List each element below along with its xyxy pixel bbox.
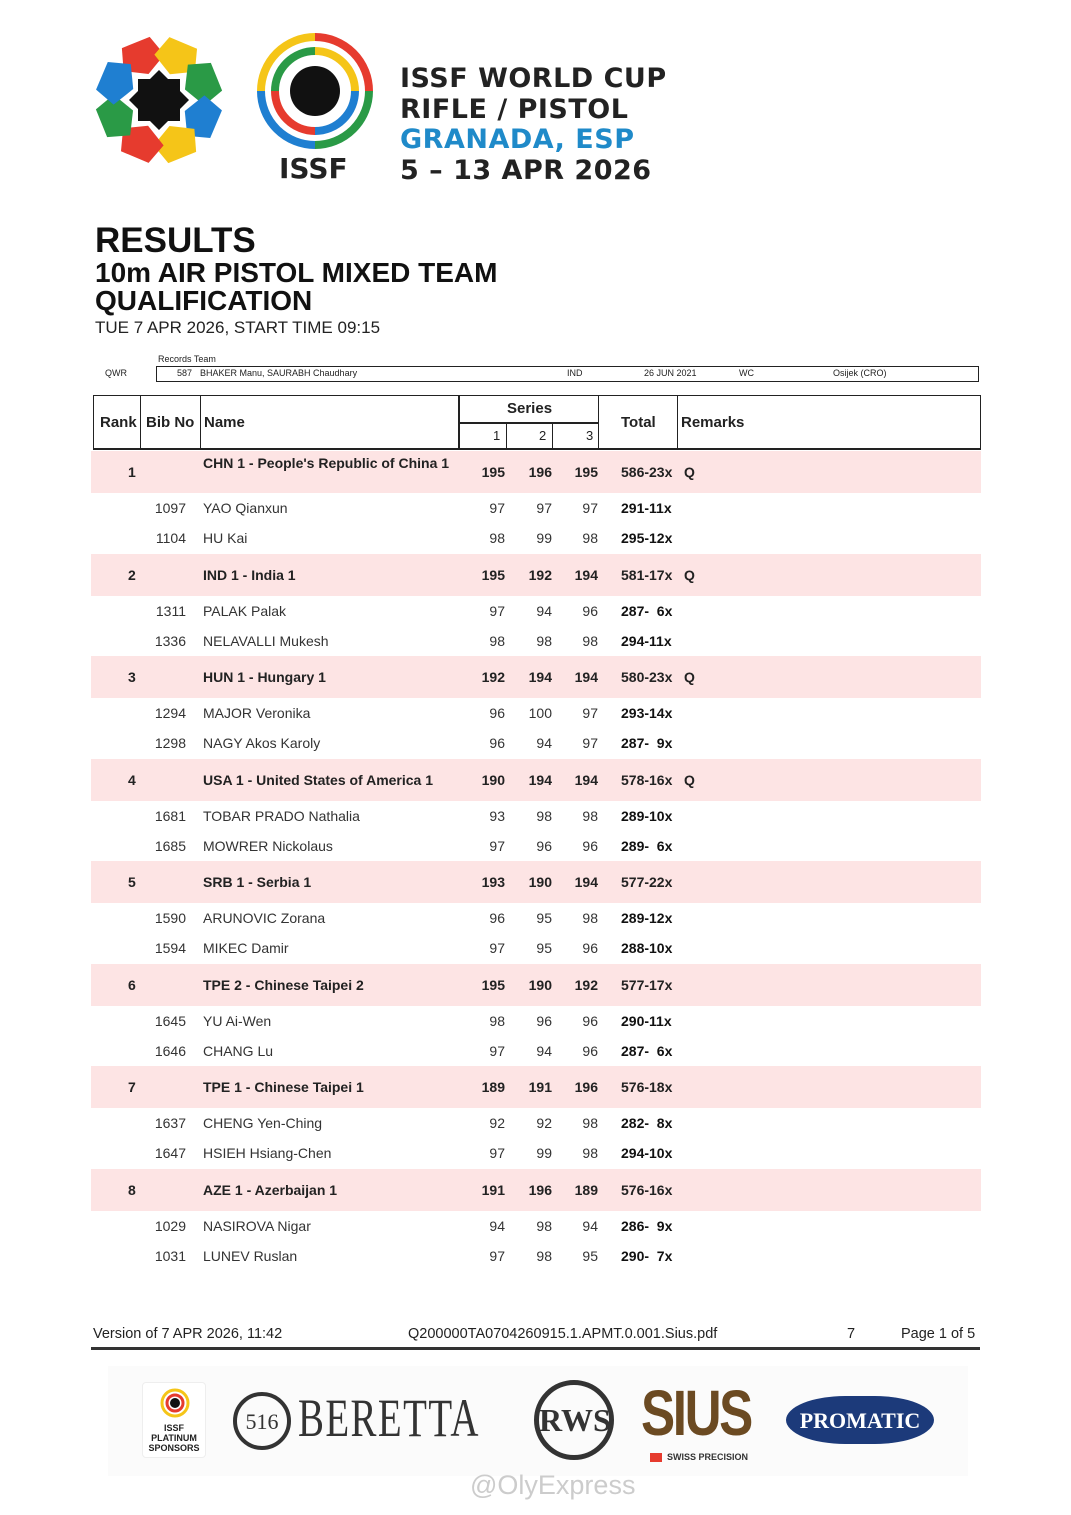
- athlete-row: [91, 1138, 981, 1168]
- team-rank: 7: [128, 1079, 136, 1095]
- athlete-series-3: 95: [582, 1247, 598, 1264]
- athlete-series-3: 98: [582, 807, 598, 824]
- team-series-2: 194: [528, 771, 552, 788]
- team-series-2: 190: [528, 874, 552, 890]
- header-series: Series: [507, 400, 553, 417]
- sius-tagline: [650, 1452, 748, 1462]
- issf-logo-text: ISSF: [279, 152, 348, 185]
- athlete-series-2: 96: [536, 837, 552, 854]
- team-series-1: 195: [481, 566, 505, 583]
- athlete-series-3: 96: [582, 602, 598, 619]
- team-rank: 8: [128, 1181, 136, 1198]
- team-remark: Q: [684, 464, 695, 480]
- record-date: 26 JUN 2021: [644, 368, 697, 378]
- team-rank: 4: [128, 771, 136, 788]
- athlete-total: 286- 9x: [621, 1217, 673, 1234]
- event-name-text: 10m AIR PISTOL MIXED TEAM: [95, 257, 498, 288]
- athlete-bib: 1637: [154, 1115, 186, 1131]
- team-series-3: 194: [574, 566, 598, 583]
- team-series-2: 196: [528, 1181, 552, 1198]
- team-rank: 6: [128, 976, 136, 993]
- header-remarks: Remarks: [681, 414, 745, 431]
- athlete-series-2: 94: [536, 602, 552, 619]
- athlete-series-3: 97: [582, 705, 598, 721]
- team-series-1: 189: [481, 1079, 505, 1095]
- record-nation: IND: [567, 368, 583, 378]
- athlete-series-1: 97: [489, 602, 505, 619]
- team-series-1: 195: [481, 976, 505, 993]
- athlete-series-1: 97: [489, 837, 505, 854]
- watermark: @OlyExpress: [470, 1470, 636, 1500]
- team-total: 578-16x: [621, 771, 673, 788]
- event-dates: 5 – 13 APR 2026: [400, 154, 652, 186]
- athlete-series-1: 97: [489, 1042, 505, 1059]
- athlete-series-1: 94: [489, 1217, 505, 1234]
- team-name: CHN 1 - People's Republic of China 1: [203, 455, 450, 471]
- team-series-3: 194: [574, 874, 598, 890]
- team-name: USA 1 - United States of America 1: [203, 771, 434, 788]
- athlete-total: 290-11x: [621, 1012, 672, 1029]
- athlete-series-3: 96: [582, 940, 598, 956]
- athlete-name: MAJOR Veronika: [203, 705, 311, 721]
- footer-file: Q200000TA0704260915.1.APMT.0.001.Sius.pdf: [408, 1326, 718, 1342]
- athlete-name: NAGY Akos Karoly: [203, 735, 321, 751]
- athlete-name: PALAK Palak: [203, 602, 287, 619]
- athlete-series-1: 92: [489, 1115, 505, 1131]
- athlete-bib: 1104: [155, 530, 186, 546]
- athlete-total: 294-10x: [621, 1145, 673, 1161]
- athlete-series-1: 97: [489, 500, 505, 516]
- record-place: Osijek (CRO): [833, 368, 887, 378]
- team-name: SRB 1 - Serbia 1: [203, 874, 312, 890]
- athlete-row: [91, 698, 981, 728]
- athlete-series-1: 97: [489, 1247, 505, 1264]
- team-rank: 3: [128, 669, 136, 685]
- athlete-series-1: 96: [489, 735, 505, 751]
- table-header: [93, 395, 981, 450]
- athlete-series-2: 94: [536, 735, 552, 751]
- team-series-1: 192: [481, 669, 505, 685]
- athlete-bib: 1590: [154, 910, 186, 926]
- team-total: 577-22x: [621, 874, 673, 890]
- records-label: Records Team: [158, 354, 216, 364]
- athlete-name: CHANG Lu: [203, 1042, 274, 1059]
- athlete-series-1: 98: [489, 1012, 505, 1029]
- phase-text: QUALIFICATION: [95, 285, 313, 316]
- athlete-name: ARUNOVIC Zorana: [203, 910, 326, 926]
- footer-version: Version of 7 APR 2026, 11:42: [93, 1326, 283, 1342]
- team-series-2: 194: [528, 669, 552, 685]
- header-rank: Rank: [100, 414, 137, 431]
- athlete-series-3: 96: [582, 837, 598, 854]
- team-rank: 1: [128, 464, 136, 480]
- team-name: IND 1 - India 1: [203, 566, 296, 583]
- athlete-total: 289-10x: [621, 807, 673, 824]
- athlete-bib: 1645: [154, 1012, 186, 1029]
- athlete-name: MIKEC Damir: [203, 940, 289, 956]
- team-series-1: 193: [481, 874, 505, 890]
- athlete-total: 295-12x: [621, 530, 673, 546]
- athlete-series-1: 98: [489, 530, 505, 546]
- team-total: 581-17x: [621, 566, 673, 583]
- sius-logo: SIUS: [641, 1377, 751, 1449]
- athlete-series-2: 92: [536, 1115, 552, 1131]
- athlete-bib: 1685: [154, 837, 186, 854]
- athlete-series-2: 100: [528, 705, 552, 721]
- team-name: TPE 1 - Chinese Taipei 1: [203, 1079, 364, 1095]
- athlete-series-1: 98: [489, 632, 505, 649]
- athlete-row: [91, 903, 981, 933]
- athlete-bib: 1647: [154, 1145, 186, 1161]
- athlete-name: HSIEH Hsiang-Chen: [203, 1145, 332, 1161]
- athlete-total: 293-14x: [621, 705, 673, 721]
- athlete-series-2: 94: [536, 1042, 552, 1059]
- event-name: [95, 259, 497, 315]
- athlete-row: [91, 596, 981, 626]
- athlete-name: TOBAR PRADO Nathalia: [203, 807, 360, 824]
- team-series-1: 191: [481, 1181, 505, 1198]
- athlete-row: [91, 801, 981, 831]
- athlete-row: [91, 831, 981, 861]
- issf-target-logo: [256, 32, 374, 150]
- athlete-series-2: 95: [536, 910, 552, 926]
- athlete-row: [91, 1108, 981, 1138]
- team-row: [91, 554, 981, 596]
- athlete-series-3: 96: [582, 1012, 598, 1029]
- athlete-series-3: 98: [582, 632, 598, 649]
- athlete-series-3: 96: [582, 1042, 598, 1059]
- beretta-logo: BERETTA: [298, 1388, 480, 1448]
- athlete-series-2: 98: [536, 807, 552, 824]
- header-series-1: 1: [493, 428, 501, 443]
- event-title: ISSF WORLD CUP: [400, 63, 667, 94]
- event-discipline: RIFLE / PISTOL: [400, 93, 629, 125]
- event-location: GRANADA, ESP: [400, 124, 635, 155]
- footer-code: 7: [847, 1326, 856, 1342]
- athlete-series-2: 98: [536, 1247, 552, 1264]
- athlete-row: [91, 933, 981, 963]
- athlete-total: 289- 6x: [621, 837, 673, 854]
- athlete-total: 287- 6x: [621, 602, 673, 619]
- athlete-name: CHENG Yen-Ching: [203, 1115, 323, 1131]
- athlete-series-1: 97: [489, 1145, 505, 1161]
- athlete-series-2: 98: [536, 1217, 552, 1234]
- athlete-bib: 1294: [154, 705, 186, 721]
- sius-tagline-text: SWISS PRECISION: [667, 1452, 749, 1462]
- team-row: [91, 1066, 981, 1108]
- team-total: 580-23x: [621, 669, 673, 685]
- results-heading: RESULTS: [95, 221, 256, 260]
- team-series-2: 191: [528, 1079, 552, 1095]
- athlete-name: LUNEV Ruslan: [203, 1247, 298, 1264]
- header-total: Total: [621, 414, 656, 431]
- athlete-series-2: 97: [536, 500, 552, 516]
- team-row: [91, 759, 981, 801]
- athlete-name: NELAVALLI Mukesh: [203, 632, 329, 649]
- beretta-emblem-icon: [232, 1391, 292, 1451]
- team-name: AZE 1 - Azerbaijan 1: [203, 1181, 338, 1198]
- team-remark: Q: [684, 566, 695, 583]
- athlete-name: YU Ai-Wen: [203, 1012, 272, 1029]
- team-name: HUN 1 - Hungary 1: [203, 669, 326, 685]
- team-total: 576-16x: [621, 1181, 673, 1198]
- record-event: WC: [739, 368, 754, 378]
- athlete-series-2: 98: [536, 632, 552, 649]
- footer-divider: [91, 1347, 980, 1350]
- team-row: [91, 1169, 981, 1211]
- issf-sponsor-logo: [142, 1382, 206, 1458]
- record-box: [156, 366, 979, 382]
- athlete-series-1: 93: [489, 807, 505, 824]
- promatic-logo: PROMATIC: [786, 1396, 934, 1444]
- header-bib: Bib No: [146, 414, 195, 431]
- team-remark: Q: [684, 771, 695, 788]
- issf-sponsor-text: ISSF PLATINUM SPONSORS: [148, 1423, 200, 1453]
- athlete-series-1: 96: [489, 705, 505, 721]
- athlete-row: [91, 1036, 981, 1066]
- start-time: TUE 7 APR 2026, START TIME 09:15: [95, 318, 381, 337]
- footer-page: Page 1 of 5: [901, 1326, 976, 1342]
- athlete-name: YAO Qianxun: [203, 500, 288, 516]
- athlete-series-3: 98: [582, 1115, 598, 1131]
- team-rank: 5: [128, 874, 136, 890]
- team-series-2: 190: [528, 976, 552, 993]
- athlete-name: MOWRER Nickolaus: [203, 837, 333, 854]
- athlete-bib: 1336: [154, 632, 186, 649]
- team-row: [91, 964, 981, 1006]
- athlete-series-2: 99: [536, 1145, 552, 1161]
- athlete-series-3: 98: [582, 530, 598, 546]
- athlete-row: [91, 1006, 981, 1036]
- athlete-name: HU Kai: [203, 530, 248, 546]
- team-remark: Q: [684, 669, 695, 685]
- header-name: Name: [204, 414, 245, 431]
- team-rank: 2: [128, 566, 136, 583]
- athlete-bib: 1681: [154, 807, 186, 824]
- athlete-total: 294-11x: [621, 632, 672, 649]
- athlete-row: [91, 1211, 981, 1241]
- athlete-total: 290- 7x: [621, 1247, 673, 1264]
- athlete-bib: 1031: [154, 1247, 186, 1264]
- athlete-series-2: 99: [536, 530, 552, 546]
- record-type: QWR: [105, 368, 127, 378]
- athlete-series-2: 96: [536, 1012, 552, 1029]
- athlete-series-3: 98: [582, 1145, 598, 1161]
- athlete-bib: 1029: [154, 1217, 186, 1234]
- athlete-series-3: 97: [582, 500, 598, 516]
- athlete-row: [91, 728, 981, 758]
- team-series-2: 192: [528, 566, 552, 583]
- athlete-row: [91, 626, 981, 656]
- athlete-bib: 1097: [154, 500, 186, 516]
- sponsor-banner: [108, 1366, 968, 1476]
- team-series-3: 194: [574, 669, 598, 685]
- team-series-1: 190: [481, 771, 505, 788]
- event-emblem-logo: [90, 32, 228, 168]
- athlete-row: [91, 1241, 981, 1271]
- athlete-series-1: 97: [489, 940, 505, 956]
- event-header: [400, 64, 667, 186]
- athlete-series-3: 97: [582, 735, 598, 751]
- athlete-bib: 1298: [154, 735, 186, 751]
- team-total: 577-17x: [621, 976, 673, 993]
- team-row: [91, 861, 981, 903]
- team-series-3: 194: [574, 771, 598, 788]
- header-series-3: 3: [586, 428, 594, 443]
- team-total: 576-18x: [621, 1079, 673, 1095]
- team-series-3: 189: [574, 1181, 598, 1198]
- rws-logo: RWS: [534, 1380, 614, 1460]
- athlete-series-3: 94: [582, 1217, 598, 1234]
- team-row: [91, 656, 981, 698]
- athlete-bib: 1594: [154, 940, 186, 956]
- team-row: [91, 451, 981, 493]
- athlete-name: NASIROVA Nigar: [203, 1217, 311, 1234]
- team-series-3: 196: [574, 1079, 598, 1095]
- athlete-total: 282- 8x: [621, 1115, 673, 1131]
- athlete-total: 287- 9x: [621, 735, 673, 751]
- team-total: 586-23x: [621, 464, 673, 480]
- athlete-series-3: 98: [582, 910, 598, 926]
- athlete-row: [91, 523, 981, 553]
- athlete-series-2: 95: [536, 940, 552, 956]
- team-series-1: 195: [481, 464, 505, 480]
- header-series-2: 2: [539, 428, 547, 443]
- team-series-3: 192: [574, 976, 598, 993]
- team-series-3: 195: [574, 464, 598, 480]
- record-score: 587: [177, 368, 193, 378]
- athlete-total: 288-10x: [621, 940, 673, 956]
- athlete-bib: 1311: [155, 602, 186, 619]
- team-series-2: 196: [528, 464, 552, 480]
- athlete-row: [91, 493, 981, 523]
- team-name: TPE 2 - Chinese Taipei 2: [203, 976, 364, 993]
- svg-text:516: 516: [245, 1409, 279, 1434]
- athlete-total: 291-11x: [621, 500, 672, 516]
- athlete-total: 289-12x: [621, 910, 673, 926]
- athlete-total: 287- 6x: [621, 1042, 673, 1059]
- athlete-bib: 1646: [154, 1042, 186, 1059]
- athlete-series-1: 96: [489, 910, 505, 926]
- record-names: BHAKER Manu, SAURABH Chaudhary: [200, 368, 358, 378]
